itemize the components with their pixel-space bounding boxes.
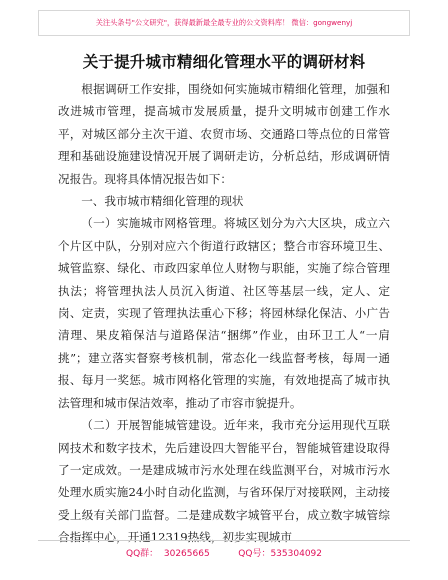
intro-paragraph: 根据调研工作安排，围绕如何实施城市精细化管理，加强和改进城市管理，提高城市发展质量，提升文明城市创建工作水平，对城区部分主次干道、农贸市场、交通路口等点位的日常管理和基础设施建设情况开展了调研走访，分析总结，形成调研情况报告。现将具体情况报告如下： [58,82,390,186]
document-title: 关于提升城市精细化管理水平的调研材料 [82,53,366,71]
document-body [58,78,390,549]
header-banner-text: 关注头条号"公文研究"，获得最新最全最专业的公文资料库！ 微信：gongwenyj [95,18,353,27]
paragraph-smart-city: （二）开展智能城管建设。近年来，我市充分运用现代互联网技术和数字技术，先后建设四大智能平台，智能城管建设取得了一定成效。一是建成城市污水处理在线监测平台，对城市污水处理水质实施24小时自动化监测，与省环保厅对接联网，主动接受上级有关部门监督。二是建成数字城管平台，成立数字城管综合指挥中心，开通12319热线，初步实现城市 [58,418,390,545]
paragraph-grid-management: （一）实施城市网格管理。将城区划分为六大区块，成立六个片区中队，分别对应六个街道行政辖区；整合市容环境卫生、城管监察、绿化、市政四家单位人财物与职能，实施了综合管理执法；将管理执法人员沉入街道、社区等基层一线，定人、定岗、定责，实现了管理执法重心下移；将园林绿化保洁、小广告清理、果皮箱保洁与道路保洁“捆绑”作业，由环卫工人“一肩挑”；建立落实督察考核机制，常态化一线监督考核，每周一通报、每月一奖惩。城市网格化管理的实施，有效地提高了城市执法管理和城市保洁效率，推动了市容市貌提升。 [58,216,390,410]
header-banner [38,10,410,36]
footer-contact: QQ群： 30265665 QQ号：535304092 [125,549,322,559]
section-heading: 一、我市城市精细化管理的现状 [81,194,244,209]
footer-divider [38,540,410,541]
